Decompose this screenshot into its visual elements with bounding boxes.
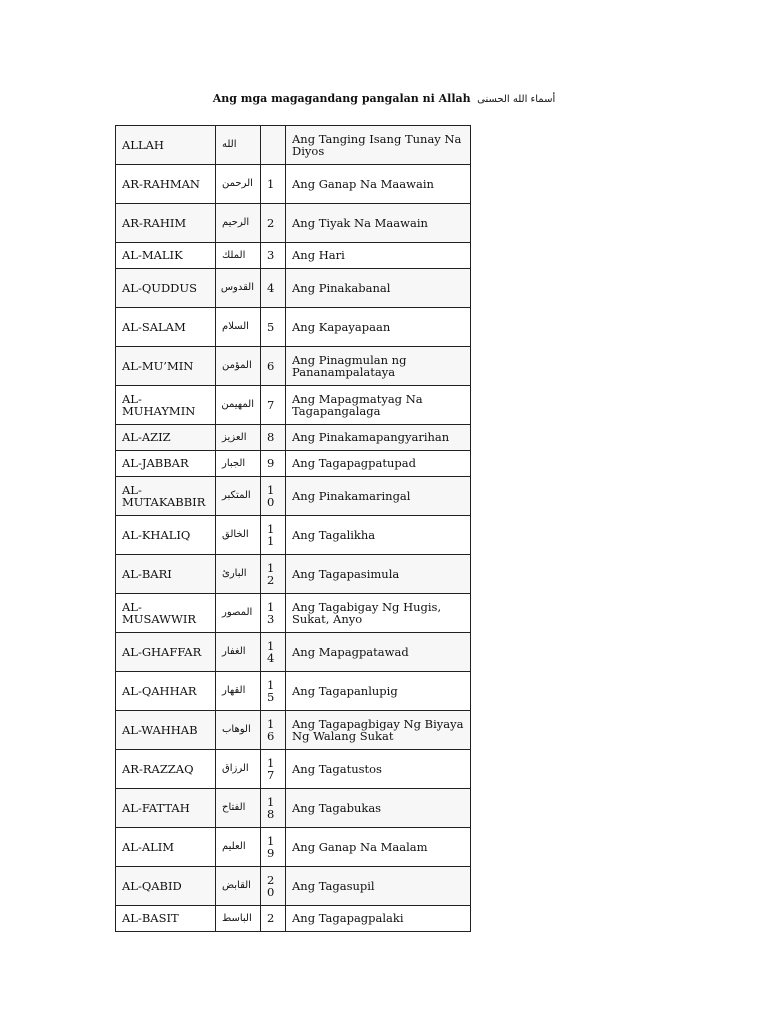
meaning-cell: Ang Pinagmulan ng Pananampalataya bbox=[286, 347, 471, 386]
arabic-name-cell: البارئ bbox=[216, 555, 261, 594]
table-row bbox=[116, 347, 471, 386]
title-latin: Ang mga magagandang pangalan ni Allah bbox=[212, 92, 471, 105]
meaning-cell: Ang Tagapanlupig bbox=[286, 672, 471, 711]
arabic-name-cell: الله bbox=[216, 126, 261, 165]
arabic-name-cell: الخالق bbox=[216, 516, 261, 555]
number-cell: 9 bbox=[261, 451, 286, 477]
meaning-cell: Ang Ganap Na Maawain bbox=[286, 165, 471, 204]
number-cell: 14 bbox=[261, 633, 286, 672]
table-row bbox=[116, 386, 471, 425]
meaning-cell: Ang Tagapagpatupad bbox=[286, 451, 471, 477]
name-cell: AL-AZIZ bbox=[116, 425, 216, 451]
number-cell: 13 bbox=[261, 594, 286, 633]
names-table-body bbox=[116, 126, 471, 932]
arabic-name-cell: الرزاق bbox=[216, 750, 261, 789]
meaning-cell: Ang Pinakabanal bbox=[286, 269, 471, 308]
meaning-cell: Ang Pinakamaringal bbox=[286, 477, 471, 516]
arabic-name-cell: الغفار bbox=[216, 633, 261, 672]
meaning-cell: Ang Mapagpatawad bbox=[286, 633, 471, 672]
number-cell: 5 bbox=[261, 308, 286, 347]
table-row bbox=[116, 204, 471, 243]
name-cell: AL-WAHHAB bbox=[116, 711, 216, 750]
arabic-name-cell: الرحمن bbox=[216, 165, 261, 204]
number-cell: 16 bbox=[261, 711, 286, 750]
arabic-name-cell: المتكبر bbox=[216, 477, 261, 516]
number-cell: 4 bbox=[261, 269, 286, 308]
number-cell: 2 bbox=[261, 906, 286, 932]
name-cell: AL-ALIM bbox=[116, 828, 216, 867]
arabic-name-cell: الملك bbox=[216, 243, 261, 269]
arabic-name-cell: السلام bbox=[216, 308, 261, 347]
table-row bbox=[116, 828, 471, 867]
number-cell: 7 bbox=[261, 386, 286, 425]
arabic-name-cell: الوهاب bbox=[216, 711, 261, 750]
table-row bbox=[116, 243, 471, 269]
table-row bbox=[116, 555, 471, 594]
meaning-cell: Ang Tagasupil bbox=[286, 867, 471, 906]
table-row bbox=[116, 516, 471, 555]
meaning-cell: Ang Mapagmatyag Na Tagapangalaga bbox=[286, 386, 471, 425]
name-cell: AL-BARI bbox=[116, 555, 216, 594]
name-cell: AL-BASIT bbox=[116, 906, 216, 932]
number-cell bbox=[261, 126, 286, 165]
arabic-name-cell: الرحيم bbox=[216, 204, 261, 243]
name-cell: AL-SALAM bbox=[116, 308, 216, 347]
number-cell: 3 bbox=[261, 243, 286, 269]
table-row bbox=[116, 269, 471, 308]
meaning-cell: Ang Ganap Na Maalam bbox=[286, 828, 471, 867]
document-title bbox=[0, 92, 768, 105]
table-row bbox=[116, 308, 471, 347]
number-cell: 1 bbox=[261, 165, 286, 204]
arabic-name-cell: الفتاح bbox=[216, 789, 261, 828]
number-cell: 19 bbox=[261, 828, 286, 867]
name-cell: AL-QUDDUS bbox=[116, 269, 216, 308]
name-cell: AL-KHALIQ bbox=[116, 516, 216, 555]
name-cell: AL-MUTAKABBIR bbox=[116, 477, 216, 516]
number-cell: 15 bbox=[261, 672, 286, 711]
number-cell: 17 bbox=[261, 750, 286, 789]
name-cell: AR-RAHMAN bbox=[116, 165, 216, 204]
arabic-name-cell: الباسط bbox=[216, 906, 261, 932]
table-row bbox=[116, 906, 471, 932]
arabic-name-cell: القدوس bbox=[216, 269, 261, 308]
arabic-name-cell: الجبار bbox=[216, 451, 261, 477]
number-cell: 6 bbox=[261, 347, 286, 386]
arabic-name-cell: المهيمن bbox=[216, 386, 261, 425]
arabic-name-cell: المؤمن bbox=[216, 347, 261, 386]
name-cell: AL-MU’MIN bbox=[116, 347, 216, 386]
table-row bbox=[116, 672, 471, 711]
name-cell: AL-QABID bbox=[116, 867, 216, 906]
meaning-cell: Ang Tagabukas bbox=[286, 789, 471, 828]
title-arabic: أسماء الله الحسنى bbox=[477, 94, 556, 105]
name-cell: AL-QAHHAR bbox=[116, 672, 216, 711]
name-cell: AL-JABBAR bbox=[116, 451, 216, 477]
arabic-name-cell: القهار bbox=[216, 672, 261, 711]
number-cell: 12 bbox=[261, 555, 286, 594]
number-cell: 11 bbox=[261, 516, 286, 555]
number-cell: 10 bbox=[261, 477, 286, 516]
number-cell: 18 bbox=[261, 789, 286, 828]
name-cell: AL-FATTAH bbox=[116, 789, 216, 828]
meaning-cell: Ang Tagapagpalaki bbox=[286, 906, 471, 932]
table-row bbox=[116, 451, 471, 477]
name-cell: AL-MALIK bbox=[116, 243, 216, 269]
table-row bbox=[116, 477, 471, 516]
meaning-cell: Ang Tagapagbigay Ng Biyaya Ng Walang Sukat bbox=[286, 711, 471, 750]
table-row bbox=[116, 750, 471, 789]
meaning-cell: Ang Pinakamapangyarihan bbox=[286, 425, 471, 451]
arabic-name-cell: القابض bbox=[216, 867, 261, 906]
arabic-name-cell: المصور bbox=[216, 594, 261, 633]
meaning-cell: Ang Tiyak Na Maawain bbox=[286, 204, 471, 243]
table-row bbox=[116, 165, 471, 204]
meaning-cell: Ang Tagatustos bbox=[286, 750, 471, 789]
name-cell: AR-RAHIM bbox=[116, 204, 216, 243]
table-row bbox=[116, 126, 471, 165]
number-cell: 20 bbox=[261, 867, 286, 906]
name-cell: AL-MUHAYMIN bbox=[116, 386, 216, 425]
number-cell: 2 bbox=[261, 204, 286, 243]
table-row bbox=[116, 789, 471, 828]
meaning-cell: Ang Tanging Isang Tunay Na Diyos bbox=[286, 126, 471, 165]
table-row bbox=[116, 594, 471, 633]
names-table bbox=[115, 125, 471, 932]
name-cell: AL-MUSAWWIR bbox=[116, 594, 216, 633]
arabic-name-cell: العزيز bbox=[216, 425, 261, 451]
meaning-cell: Ang Tagabigay Ng Hugis, Sukat, Anyo bbox=[286, 594, 471, 633]
table-row bbox=[116, 633, 471, 672]
table-row bbox=[116, 867, 471, 906]
arabic-name-cell: العليم bbox=[216, 828, 261, 867]
name-cell: ALLAH bbox=[116, 126, 216, 165]
meaning-cell: Ang Hari bbox=[286, 243, 471, 269]
table-row bbox=[116, 425, 471, 451]
meaning-cell: Ang Tagapasimula bbox=[286, 555, 471, 594]
table-row bbox=[116, 711, 471, 750]
meaning-cell: Ang Kapayapaan bbox=[286, 308, 471, 347]
name-cell: AL-GHAFFAR bbox=[116, 633, 216, 672]
number-cell: 8 bbox=[261, 425, 286, 451]
name-cell: AR-RAZZAQ bbox=[116, 750, 216, 789]
meaning-cell: Ang Tagalikha bbox=[286, 516, 471, 555]
